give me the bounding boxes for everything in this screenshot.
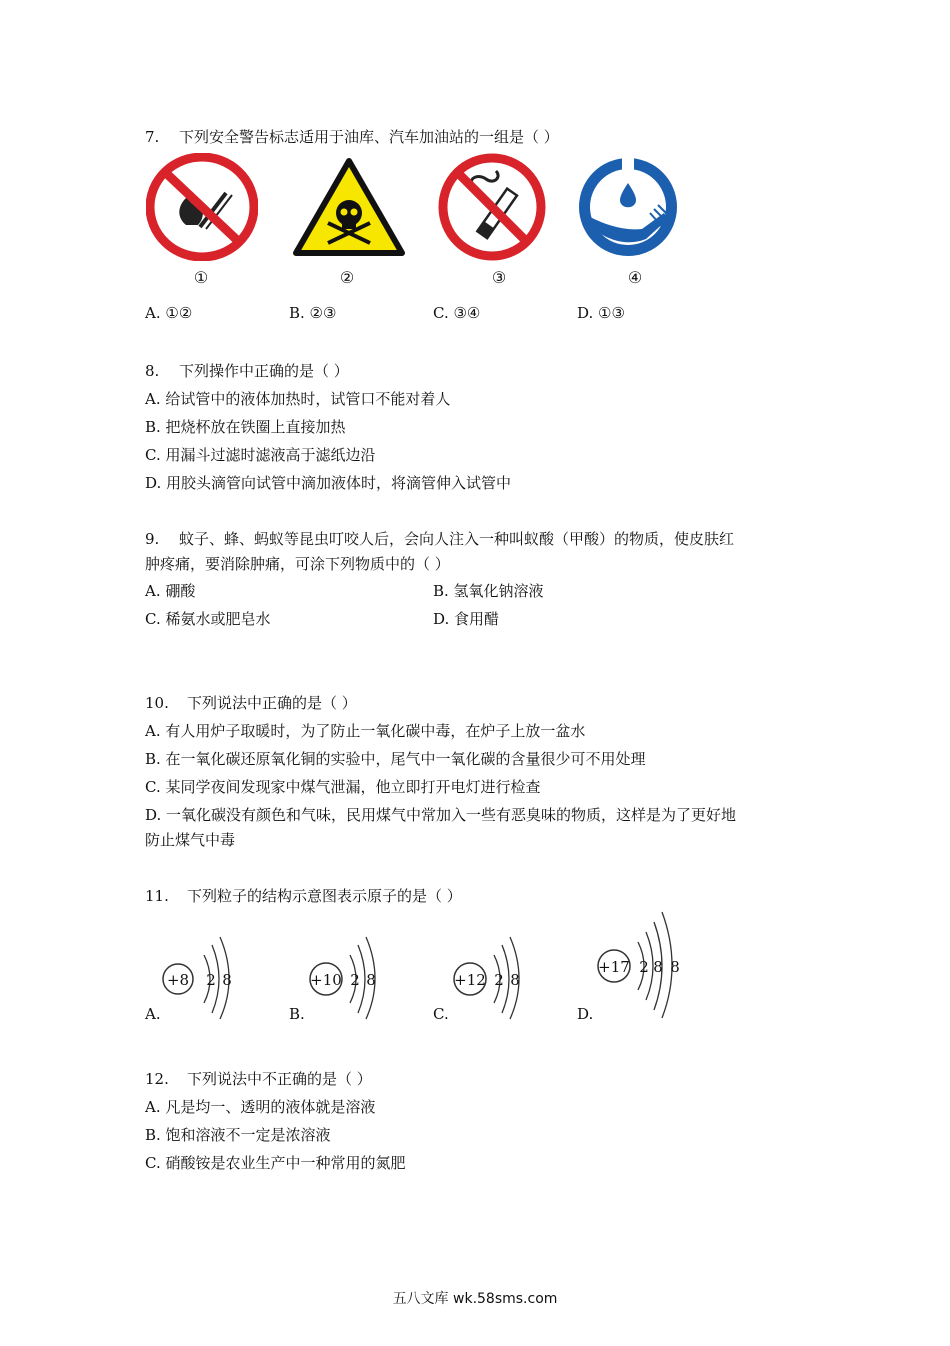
option-b: B. ②③ [289,304,337,322]
question-number: 9. [145,530,160,548]
nucleus-charge: +12 [454,971,486,989]
sign-label: ③ [491,268,507,287]
option-d: D. [577,1005,594,1023]
sign-label: ① [193,268,209,287]
option-d: D. 用胶头滴管向试管中滴加液体时，将滴管伸入试管中 [145,474,512,492]
question-text: 下列粒子的结构示意图表示原子的是（ ） [187,887,462,905]
question-number: 8. [145,362,160,380]
option-b: B. [289,1005,305,1023]
nucleus-charge: +10 [310,971,342,989]
question-number: 7. [145,128,160,146]
option-b: B. 氢氧化钠溶液 [433,582,544,600]
question-number: 11. [145,887,169,905]
shell-electrons: 8 [653,958,663,976]
question-8-title [145,360,349,381]
shell-electrons: 8 [510,971,520,989]
sign-label: ② [339,268,355,287]
option-c: C. ③④ [433,304,481,322]
question-text: 下列说法中正确的是（ ） [187,694,357,712]
nucleus-charge: +17 [598,958,630,976]
option-a: A. 有人用炉子取暖时，为了防止一氧化碳中毒，在炉子上放一盆水 [145,722,586,740]
option-a: A. 硼酸 [145,582,196,600]
question-9-title [145,528,734,549]
question-text: 下列操作中正确的是（ ） [179,362,349,380]
question-7-title [145,126,559,147]
question-12-title [145,1068,372,1089]
option-c: C. 用漏斗过滤时滤液高于滤纸边沿 [145,446,376,464]
option-b: B. 在一氧化碳还原氧化铜的实验中，尾气中一氧化碳的含量很少可不用处理 [145,750,646,768]
question-text-continued: 肿疼痛，要消除肿痛，可涂下列物质中的（ ） [145,555,450,573]
question-number: 12. [145,1070,169,1088]
no-smoking-icon [438,153,546,261]
toxic-skull-icon [292,157,406,257]
sign-label: ④ [627,268,643,287]
atom-diagram-d [594,908,694,1024]
shell-electrons: 8 [670,958,680,976]
option-d: D. 一氧化碳没有颜色和气味，民用煤气中常加入一些有恶臭味的物质，这样是为了更好地 [145,806,737,824]
option-a: A. 凡是均一、透明的液体就是溶液 [145,1098,376,1116]
atom-diagram-a [160,935,250,1025]
shell-electrons: 2 [206,971,216,989]
shell-electrons: 2 [639,958,649,976]
option-a: A. 给试管中的液体加热时，试管口不能对着人 [145,390,451,408]
shell-electrons: 8 [222,971,232,989]
question-number: 10. [145,694,169,712]
question-text: 下列说法中不正确的是（ ） [187,1070,372,1088]
question-10-title [145,692,357,713]
option-d-continued: 防止煤气中毒 [145,831,236,849]
shell-electrons: 2 [494,971,504,989]
atom-diagram-c [450,935,540,1025]
water-saving-icon [576,155,680,259]
option-c: C. 某同学夜间发现家中煤气泄漏，他立即打开电灯进行检查 [145,778,541,796]
no-fire-icon [146,153,258,261]
option-a: A. ①② [145,304,193,322]
option-c: C. 硝酸铵是农业生产中一种常用的氮肥 [145,1154,406,1172]
option-b: B. 把烧杯放在铁圈上直接加热 [145,418,346,436]
nucleus-charge: +8 [166,971,190,989]
option-d: D. ①③ [577,304,625,322]
atom-diagram-b [306,935,396,1025]
option-d: D. 食用醋 [433,610,500,628]
option-a: A. [145,1005,161,1023]
option-c: C. 稀氨水或肥皂水 [145,610,271,628]
question-text: 蚊子、蜂、蚂蚁等昆虫叮咬人后，会向人注入一种叫蚁酸（甲酸）的物质，使皮肤红 [179,530,735,548]
page-footer: 五八文库 wk.58sms.com [392,1291,558,1307]
question-text: 下列安全警告标志适用于油库、汽车加油站的一组是（ ） [179,128,559,146]
option-b: B. 饱和溶液不一定是浓溶液 [145,1126,331,1144]
question-11-title [145,885,462,906]
shell-electrons: 8 [366,971,376,989]
shell-electrons: 2 [350,971,360,989]
option-c: C. [433,1005,449,1023]
